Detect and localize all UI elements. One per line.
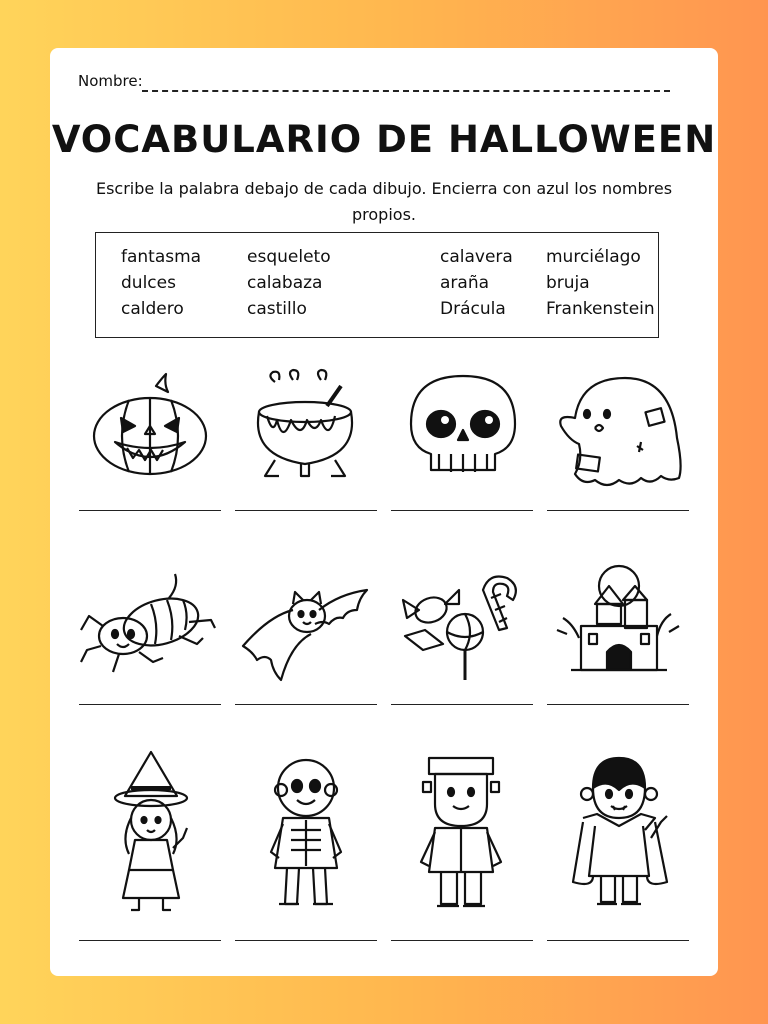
answer-line[interactable] [547, 704, 689, 705]
witch-icon [79, 748, 221, 918]
picture-cell [79, 366, 221, 546]
candy-icon [391, 560, 533, 702]
word-bank-item: murciélago [546, 247, 641, 267]
picture-cell [391, 748, 533, 928]
cauldron-icon [235, 366, 377, 508]
word-bank-item: bruja [546, 273, 590, 293]
picture-cell [235, 748, 377, 928]
answer-line[interactable] [79, 510, 221, 511]
word-bank-item: esqueleto [247, 247, 331, 267]
answer-line[interactable] [235, 940, 377, 941]
name-field[interactable] [142, 90, 670, 92]
word-bank-item: calabaza [247, 273, 323, 293]
ghost-icon [547, 366, 689, 508]
worksheet-sheet [50, 48, 718, 976]
answer-line[interactable] [79, 940, 221, 941]
word-bank-item: dulces [121, 273, 176, 293]
dracula-icon [547, 748, 689, 918]
picture-cell [547, 366, 689, 546]
word-bank-item: araña [440, 273, 490, 293]
answer-line[interactable] [547, 940, 689, 941]
spider-icon [79, 560, 221, 702]
word-bank-item: castillo [247, 299, 307, 319]
word-bank [95, 232, 659, 338]
picture-cell [391, 560, 533, 740]
picture-cell [547, 560, 689, 740]
jack-o-lantern-icon [79, 366, 221, 508]
picture-cell [79, 560, 221, 740]
instructions: Escribe la palabra debajo de cada dibujo. Encierra con azul los nombres propios. [95, 179, 673, 224]
frankenstein-icon [391, 748, 533, 918]
skeleton-costume-icon [235, 748, 377, 918]
word-bank-item: caldero [121, 299, 184, 319]
picture-cell [547, 748, 689, 928]
answer-line[interactable] [235, 510, 377, 511]
word-bank-item: Drácula [440, 299, 506, 319]
bat-icon [235, 560, 377, 702]
name-label: Nombre: [78, 72, 143, 90]
answer-line[interactable] [391, 940, 533, 941]
picture-cell [235, 366, 377, 546]
picture-cell [391, 366, 533, 546]
word-bank-item: calavera [440, 247, 513, 267]
answer-line[interactable] [547, 510, 689, 511]
answer-line[interactable] [79, 704, 221, 705]
page-title: VOCABULARIO DE HALLOWEEN [51, 118, 717, 161]
haunted-castle-icon [547, 560, 689, 702]
picture-cell [79, 748, 221, 928]
picture-cell [235, 560, 377, 740]
word-bank-item: fantasma [121, 247, 202, 267]
skull-icon [391, 366, 533, 508]
answer-line[interactable] [235, 704, 377, 705]
answer-line[interactable] [391, 510, 533, 511]
word-bank-item: Frankenstein [546, 299, 655, 319]
answer-line[interactable] [391, 704, 533, 705]
